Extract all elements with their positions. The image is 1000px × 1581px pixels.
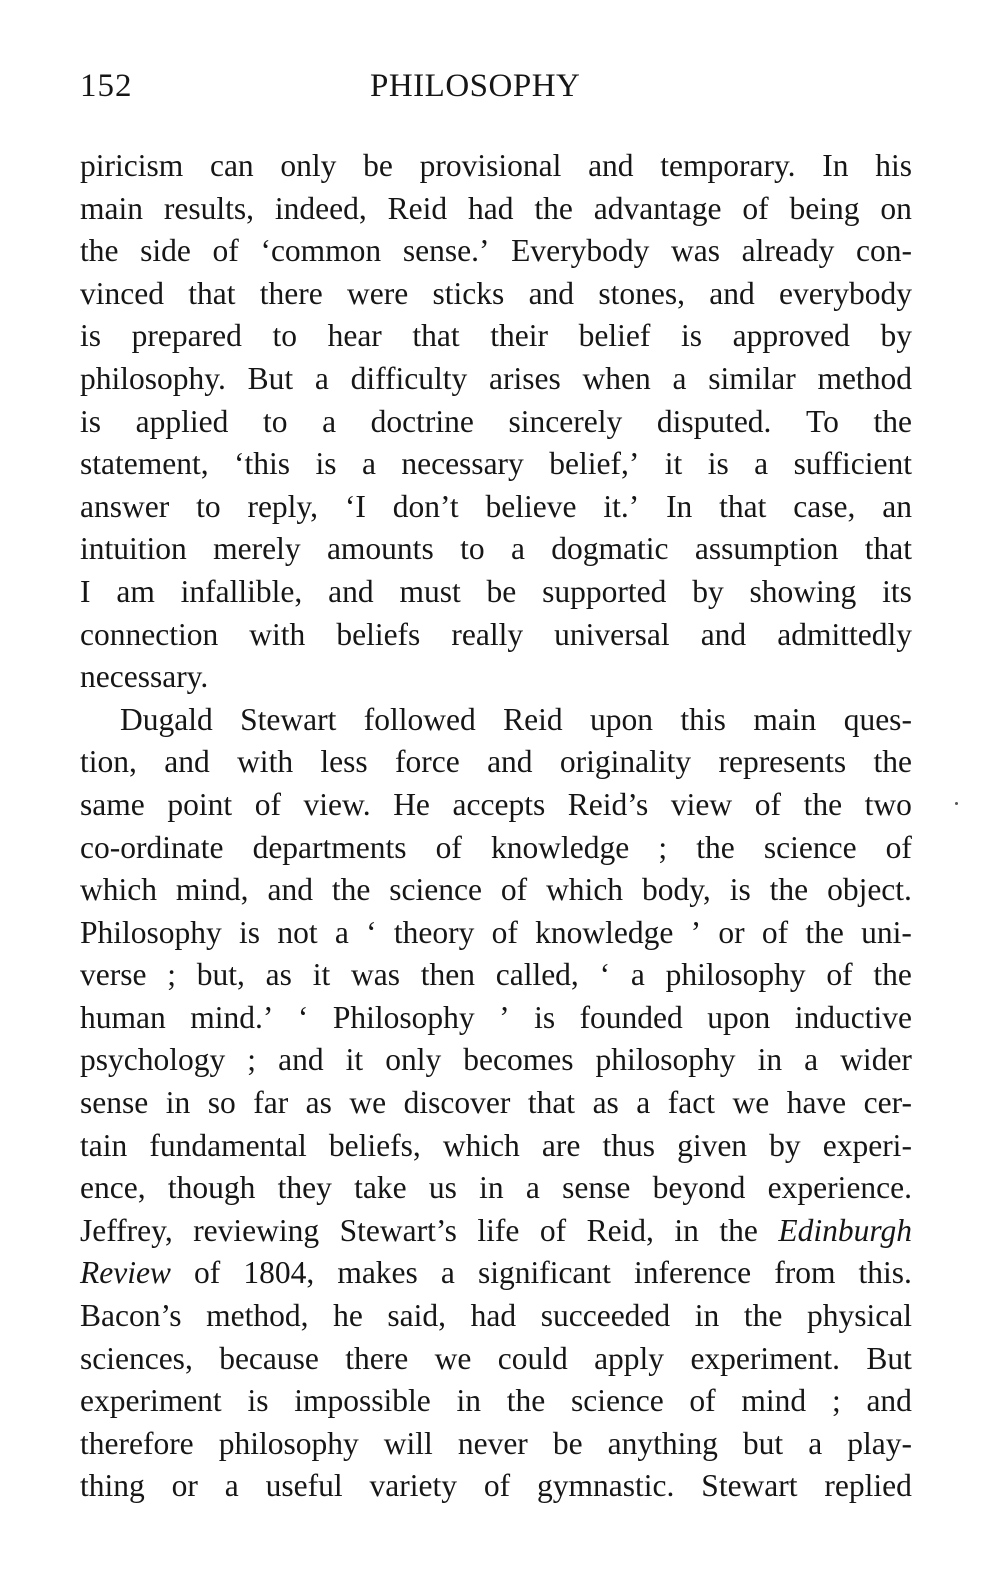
text-line: thing or a useful variety of gymnastic. Stewart replied [80, 1468, 912, 1504]
text-line: sciences, because there we could apply experiment. But [80, 1340, 912, 1376]
text-line: same point of view. He accepts Reid’s view of the two [80, 786, 912, 822]
text-line: vinced that there were sticks and stones, and everybody [80, 275, 912, 311]
text-line: human mind.’ ‘ Philosophy ’ is founded upon inductive [80, 999, 912, 1035]
text-line: I am infallible, and must be supported by showing its [80, 573, 912, 609]
text-line: Bacon’s method, he said, had succeeded in the physical [80, 1298, 912, 1334]
text-line: Philosophy is not a ‘ theory of knowledge ’ or of the uni- [80, 914, 912, 950]
text-line: tion, and with less force and originality represents the [80, 744, 912, 780]
text-line: tain fundamental beliefs, which are thus given by experi- [80, 1127, 912, 1163]
text-line: ence, though they take us in a sense beyond experience. [80, 1170, 912, 1206]
text-line: necessary. [80, 659, 209, 695]
text-line: is applied to a doctrine sincerely disputed. To the [80, 403, 912, 439]
text-line: psychology ; and it only becomes philosophy in a wider [80, 1042, 912, 1078]
text-line: connection with beliefs really universal and admittedly [80, 616, 912, 652]
text-line: therefore philosophy will never be anything but a play- [80, 1425, 912, 1461]
text-line: the side of ‘common sense.’ Everybody was already con- [80, 233, 912, 269]
print-speck [955, 802, 958, 805]
text-line: philosophy. But a difficulty arises when a similar method [80, 360, 912, 396]
running-head: PHILOSOPHY [370, 68, 581, 104]
text-line: is prepared to hear that their belief is approved by [80, 318, 912, 354]
text-line: piricism can only be provisional and temporary. In his [80, 148, 912, 183]
text-line: sense in so far as we discover that as a fact we have cer- [80, 1085, 912, 1121]
text-line: answer to reply, ‘I don’t believe it.’ In that case, an [80, 488, 912, 524]
text-line: Jeffrey, reviewing Stewart’s life of Reid, in the Edinburgh [80, 1212, 912, 1248]
text-line: co-ordinate departments of knowledge ; the science of [80, 829, 912, 865]
text-line: verse ; but, as it was then called, ‘ a philosophy of the [80, 957, 912, 993]
text-line: statement, ‘this is a necessary belief,’ it is a sufficient [80, 446, 912, 482]
page-number: 152 [80, 68, 133, 104]
text-line: which mind, and the science of which body, is the object. [80, 872, 912, 908]
text-line: main results, indeed, Reid had the advantage of being on [80, 190, 912, 226]
text-line: Dugald Stewart followed Reid upon this main ques- [120, 701, 912, 737]
text-line: Review of 1804, makes a significant inference from this. [80, 1255, 912, 1291]
text-line: experiment is impossible in the science of mind ; and [80, 1383, 912, 1419]
text-line: intuition merely amounts to a dogmatic assumption that [80, 531, 912, 567]
body-text [80, 145, 912, 1508]
